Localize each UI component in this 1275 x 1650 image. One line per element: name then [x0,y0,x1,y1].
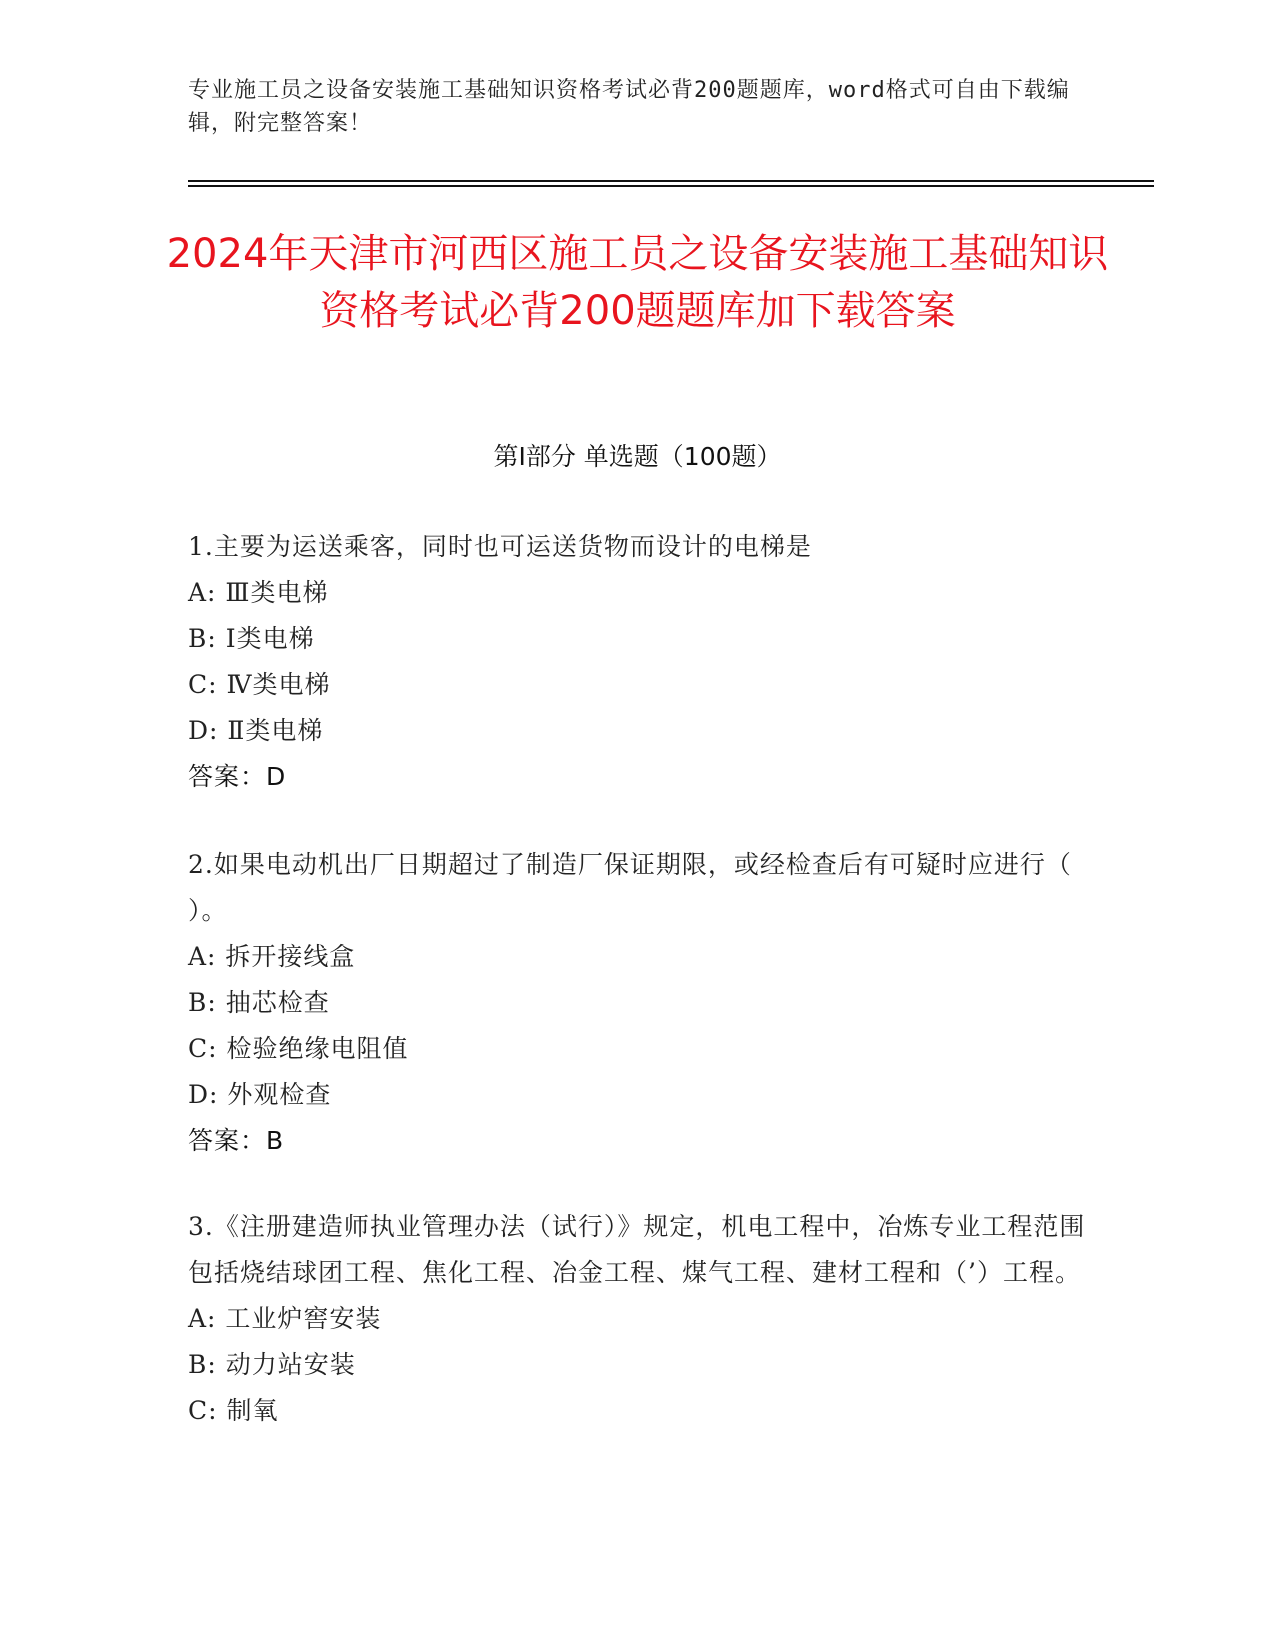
option-d: D: Ⅱ类电梯 [188,716,324,745]
option-c: C: 检验绝缘电阻值 [188,1034,409,1063]
header-divider-double [188,185,1154,187]
option-b: B: Ⅰ类电梯 [188,624,315,653]
option-c: C: 制氧 [188,1396,279,1425]
option-a: A: Ⅲ类电梯 [188,578,329,607]
question-2 [188,842,1088,1164]
option-a: A: 拆开接线盒 [188,942,356,971]
section-heading: 第Ⅰ部分 单选题（100题） [493,442,782,471]
question-stem: 3.《注册建造师执业管理办法（试行）》规定，机电工程中，冶炼专业工程范围包括烧结球团工程、焦化工程、冶金工程、煤气工程、建材工程和（’）工程。 [188,1212,1086,1287]
option-b: B: 动力站安装 [188,1350,356,1379]
option-a: A: 工业炉窖安装 [188,1304,382,1333]
question-stem: 1.主要为运送乘客，同时也可运送货物而设计的电梯是 [188,532,812,561]
header-note: 专业施工员之设备安装施工基础知识资格考试必背200题题库，word格式可自由下载编辑，附完整答案！ [188,78,1070,136]
question-3 [188,1204,1088,1434]
option-c: C: Ⅳ类电梯 [188,670,331,699]
answer: 答案：D [188,762,287,791]
question-1 [188,524,1088,800]
document-title: 2024年天津市河西区施工员之设备安装施工基础知识资格考试必背200题题库加下载答案 [166,231,1109,334]
option-b: B: 抽芯检查 [188,988,330,1017]
header-divider [188,180,1154,182]
option-d: D: 外观检查 [188,1080,332,1109]
question-stem: 2.如果电动机出厂日期超过了制造厂保证期限，或经检查后有可疑时应进行（ ）。 [188,850,1072,925]
answer: 答案：B [188,1126,285,1155]
